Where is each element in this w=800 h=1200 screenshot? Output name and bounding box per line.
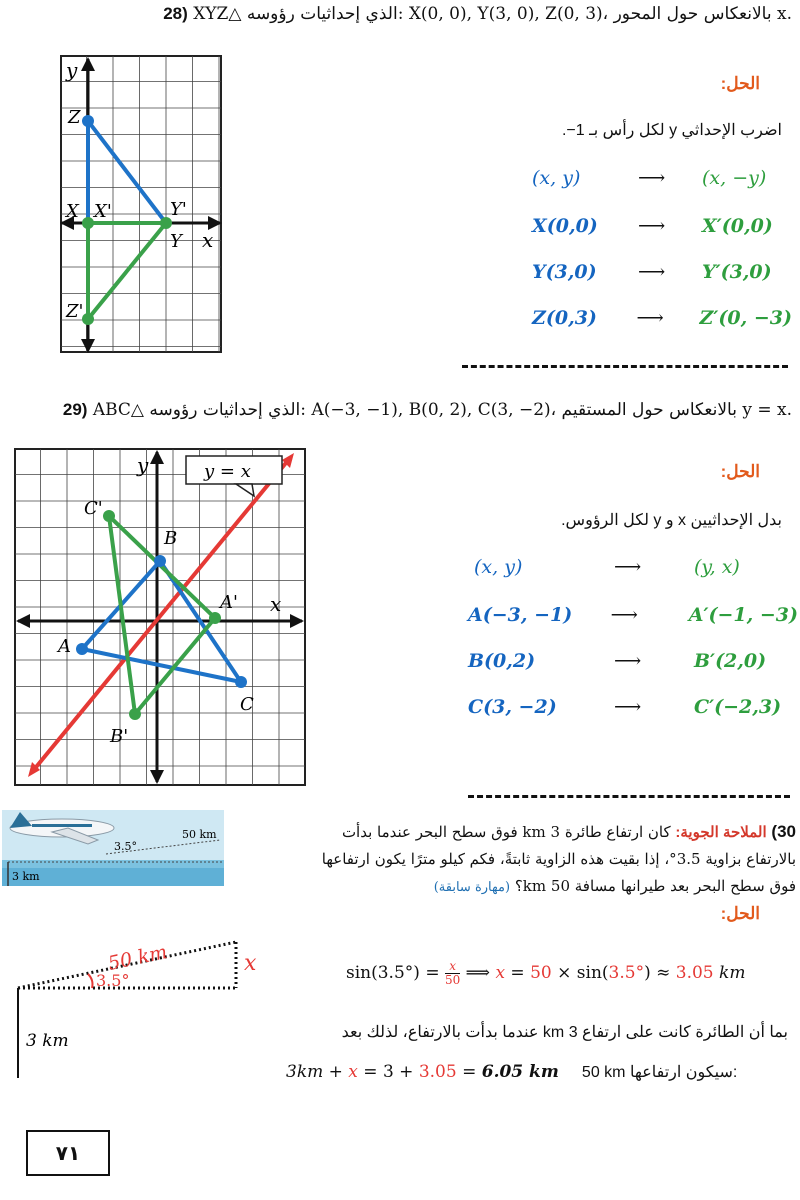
mapping-to: B′(2,0) <box>694 650 767 672</box>
line-label-callout <box>186 456 282 496</box>
final-sum <box>286 1062 737 1082</box>
label-C-prime: C' <box>84 498 103 519</box>
solution-label: الحل: <box>720 74 760 93</box>
solution-label: الحل: <box>720 904 760 923</box>
explanation-line: بما أن الطائرة كانت على ارتفاع 3 km عندما بدأت بالارتفاع، لذلك بعد <box>341 1024 788 1041</box>
photo-height-label: 3 km <box>12 870 40 883</box>
hyp-label: 50 km <box>106 940 170 975</box>
mapping-from: (x, y) <box>474 556 523 578</box>
problem-number: 28) <box>163 4 188 23</box>
problem-29-statement <box>0 400 792 420</box>
problem-line: بالارتفاع بزاوية 3.5°، إذا بقيت هذه الزاوية ثابتةً، فكم كيلو مترًا يكون ارتفاعها <box>321 850 796 868</box>
mapping-to: X′(0,0) <box>702 215 773 237</box>
problem-line: كان ارتفاع طائرة 3 km فوق سطح البحر عندما بدأت <box>341 823 671 841</box>
divider <box>468 795 790 798</box>
label-x-axis: x <box>270 592 282 616</box>
label-y-equals-x: y = x <box>204 461 251 482</box>
graph-problem-28 <box>60 55 224 355</box>
skill-tag: (مهارة سابقة) <box>433 880 511 895</box>
arrow: ⟶ <box>614 696 642 718</box>
label-C: C <box>240 694 254 715</box>
problem-30-statement <box>226 818 796 901</box>
label-B: B <box>164 528 178 549</box>
triangle-diagram <box>8 940 278 1080</box>
arrow: ⟶ <box>614 650 642 672</box>
arrow: ⟶ <box>638 167 666 189</box>
mapping-to: (y, x) <box>694 556 740 578</box>
mapping-from: Z(0,3) <box>532 307 597 329</box>
problem-number: 30) <box>771 822 796 841</box>
mapping-from: Y(3,0) <box>532 261 597 283</box>
angle-label: 3.5° <box>96 971 130 990</box>
sum-expression: 3km + x = 3 + 3.05 = 6.05 km <box>286 1062 559 1082</box>
airplane-photo <box>2 810 224 886</box>
mapping-to: Z′(0, −3) <box>699 307 792 329</box>
arrow: ⟶ <box>636 307 664 329</box>
divider <box>462 365 788 368</box>
arrow: ⟶ <box>610 604 638 626</box>
photo-angle-label: 3.5° <box>114 840 137 853</box>
sum-caption: 50 km سيكون ارتفاعها: <box>581 1064 738 1081</box>
instruction: اضرب الإحداثي y لكل رأس بـ 1−. <box>561 122 782 139</box>
label-y-axis: y <box>137 453 149 477</box>
mapping-table-29 <box>468 556 798 742</box>
problem-number: 29) <box>62 400 88 419</box>
mapping-to: A′(−1, −3) <box>688 604 798 626</box>
label-X-prime: X' <box>94 201 112 222</box>
grid <box>61 56 221 352</box>
triangle-xyz-image <box>88 223 166 319</box>
label-A: A <box>58 636 71 657</box>
label-B-prime: B' <box>110 726 129 747</box>
mapping-to: (x, −y) <box>702 167 767 189</box>
sine-formula: sin(3.5°) = $\frac{x}{50}$ ⟹ x = 50 × sin(3.5°) ≈ 3.05 km <box>346 959 746 987</box>
mapping-from: (x, y) <box>532 167 581 189</box>
label-Y: Y <box>170 231 182 252</box>
opp-label: x <box>244 951 257 976</box>
problem-28-statement <box>2 4 792 24</box>
photo-distance-label: 50 km <box>182 828 217 841</box>
mapping-from: B(0,2) <box>468 650 536 672</box>
label-Z-prime: Z' <box>66 301 84 322</box>
label-X: X <box>66 201 79 222</box>
problem-text: ABC△ الذي إحداثيات رؤوسه: A(−3, −1), B(0, 2), C(3, −2)، بالانعكاس حول المستقيم y = x. <box>92 400 792 420</box>
arrow: ⟶ <box>638 261 666 283</box>
label-x-axis: x <box>202 228 214 252</box>
solution-label: الحل: <box>720 462 760 481</box>
mapping-from: X(0,0) <box>532 215 598 237</box>
mapping-to: Y′(3,0) <box>702 261 772 283</box>
mapping-to: C′(−2,3) <box>694 696 782 718</box>
label-Y-prime: Y' <box>170 199 187 220</box>
label-Z: Z <box>68 107 81 128</box>
arrow: ⟶ <box>614 556 642 578</box>
instruction: بدل الإحداثيين x و y لكل الرؤوس. <box>561 512 782 529</box>
arrow: ⟶ <box>638 215 666 237</box>
page-number: ٧١ <box>26 1130 110 1176</box>
graph-problem-29 <box>14 448 306 786</box>
mapping-from: A(−3, −1) <box>468 604 573 626</box>
problem-text: XYZ△ الذي إحداثيات رؤوسه: X(0, 0), Y(3, 0), Z(0, 3)، بالانعكاس حول المحور x. <box>193 4 792 24</box>
problem-line: فوق سطح البحر بعد طيرانها مسافة 50 km؟ <box>514 877 796 895</box>
label-y-axis: y <box>66 58 78 82</box>
base-label: 3 km <box>26 1031 69 1051</box>
problem-title: الملاحة الجوية: <box>675 824 767 841</box>
label-A-prime: A' <box>220 592 238 613</box>
mapping-table-28 <box>532 167 792 353</box>
line-y-equals-x <box>32 458 290 772</box>
mapping-from: C(3, −2) <box>468 696 557 718</box>
